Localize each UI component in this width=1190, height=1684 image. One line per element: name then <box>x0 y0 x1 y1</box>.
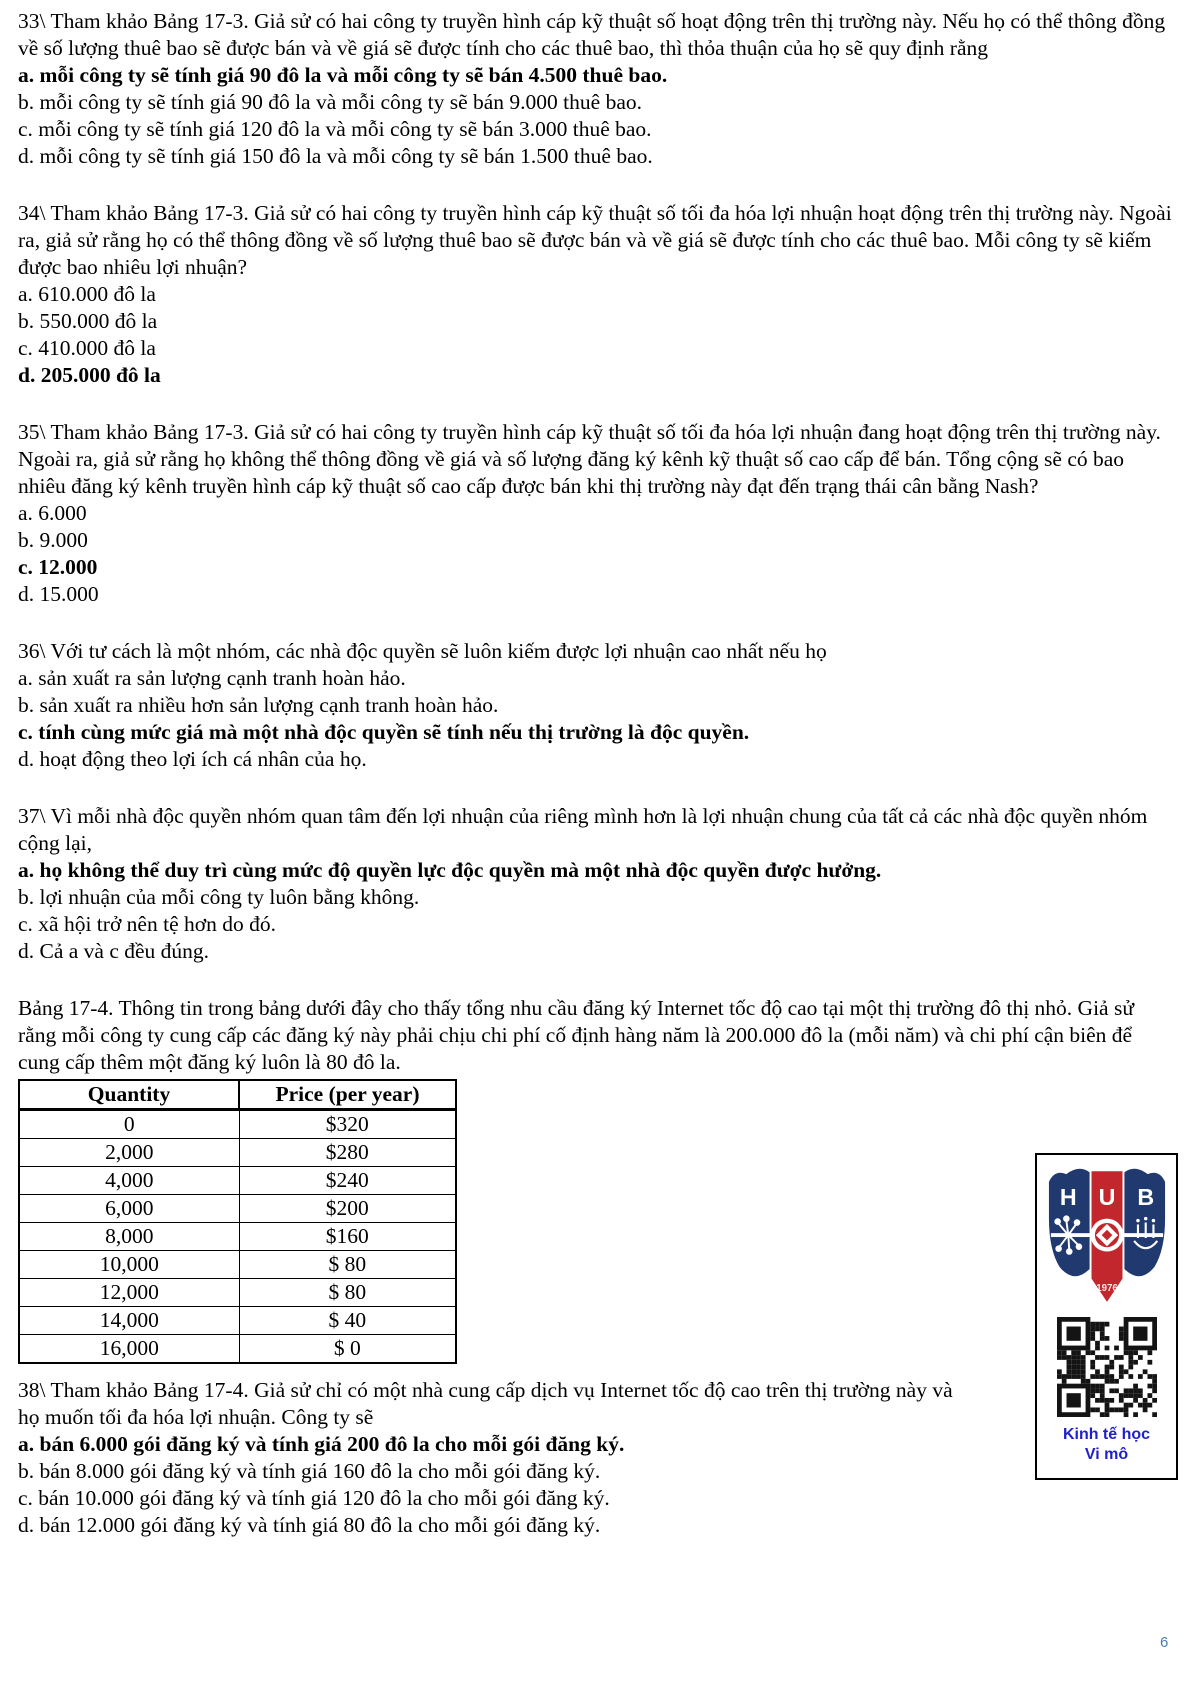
question-33-stem: 33\ Tham khảo Bảng 17-3. Giả sử có hai công ty truyền hình cáp kỹ thuật số hoạt động trên thị trường này. Nếu họ có thể thông đồng về số lượng thuê bao sẽ được bán và về giá sẽ được tính cho các thuê bao, thì thỏa thuận của họ sẽ quy định rằng <box>18 9 1166 60</box>
question-38-option-a: a. bán 6.000 gói đăng ký và tính giá 200 đô la cho mỗi gói đăng ký. <box>18 1432 625 1456</box>
table-17-4-section <box>18 995 1175 1364</box>
col-header-price: Price (per year) <box>239 1080 456 1110</box>
quantity-cell: 2,000 <box>19 1139 239 1167</box>
quantity-cell: 8,000 <box>19 1223 239 1251</box>
question-35-option-a: a. 6.000 <box>18 501 87 525</box>
course-caption-line1: Kinh tế học <box>1062 1426 1151 1443</box>
question-36-stem: 36\ Với tư cách là một nhóm, các nhà độc quyền sẽ luôn kiếm được lợi nhuận cao nhất nếu họ <box>18 639 827 663</box>
question-36-option-b: b. sản xuất ra nhiều hơn sản lượng cạnh tranh hoàn hảo. <box>18 693 499 717</box>
qr-code <box>1057 1317 1157 1417</box>
question-34-stem: 34\ Tham khảo Bảng 17-3. Giả sử có hai công ty truyền hình cáp kỹ thuật số tối đa hóa lợi nhuận hoạt động trên thị trường này. Ngoài ra, giả sử rằng họ có thể thông đồng về số lượng thuê bao sẽ được bán và về giá sẽ được tính cho các thuê bao. Mỗi công ty sẽ kiếm được bao nhiêu lợi nhuận? <box>18 201 1172 279</box>
question-37-option-b: b. lợi nhuận của mỗi công ty luôn bằng không. <box>18 885 420 909</box>
quantity-cell: 12,000 <box>19 1279 239 1307</box>
price-cell: $200 <box>239 1195 456 1223</box>
logo-letter-u: U <box>1098 1184 1115 1211</box>
table-row <box>19 1110 456 1139</box>
question-36-option-c: c. tính cùng mức giá mà một nhà độc quyền sẽ tính nếu thị trường là độc quyền. <box>18 720 750 744</box>
table-17-4-intro: Bảng 17-4. Thông tin trong bảng dưới đây cho thấy tổng nhu cầu đăng ký Internet tốc độ cao tại một thị trường đô thị nhỏ. Giả sử rằng mỗi công ty cung cấp các đăng ký này phải chịu chi phí cố định hàng năm là 200.000 đô la (mỗi năm) và chi phí cận biên để cung cấp thêm một đăng ký luôn là 80 đô la. <box>18 996 1134 1074</box>
price-cell: $ 0 <box>239 1335 456 1364</box>
question-35 <box>18 419 1175 608</box>
price-cell: $ 80 <box>239 1279 456 1307</box>
question-33-option-d: d. mỗi công ty sẽ tính giá 150 đô la và mỗi công ty sẽ bán 1.500 thuê bao. <box>18 144 653 168</box>
question-34-option-a: a. 610.000 đô la <box>18 282 156 306</box>
hub-shield-logo-icon <box>1047 1163 1167 1313</box>
question-38-option-d: d. bán 12.000 gói đăng ký và tính giá 80 đô la cho mỗi gói đăng ký. <box>18 1513 601 1537</box>
course-caption-line2: Vi mô <box>1084 1446 1129 1463</box>
question-33-option-a: a. mỗi công ty sẽ tính giá 90 đô la và mỗi công ty sẽ bán 4.500 thuê bao. <box>18 63 668 87</box>
price-cell: $240 <box>239 1167 456 1195</box>
question-37 <box>18 803 1175 965</box>
demand-table <box>18 1079 457 1364</box>
page-number: 6 <box>1160 1634 1169 1651</box>
question-36 <box>18 638 1175 773</box>
table-row <box>19 1335 456 1364</box>
question-35-option-b: b. 9.000 <box>18 528 88 552</box>
table-row <box>19 1223 456 1251</box>
table-row <box>19 1251 456 1279</box>
question-33-option-c: c. mỗi công ty sẽ tính giá 120 đô la và mỗi công ty sẽ bán 3.000 thuê bao. <box>18 117 652 141</box>
question-34-option-d: d. 205.000 đô la <box>18 363 161 387</box>
question-37-option-c: c. xã hội trở nên tệ hơn do đó. <box>18 912 276 936</box>
question-35-stem: 35\ Tham khảo Bảng 17-3. Giả sử có hai công ty truyền hình cáp kỹ thuật số tối đa hóa lợi nhuận đang hoạt động trên thị trường này. Ngoài ra, giả sử rằng họ không thể thông đồng về giá và số lượng đăng ký kênh kỹ thuật số cao cấp để bán. Tổng cộng sẽ có bao nhiêu đăng ký kênh truyền hình cáp kỹ thuật số cao cấp được bán khi thị trường này đạt đến trạng thái cân bằng Nash? <box>18 420 1161 498</box>
page-content <box>18 8 1175 1539</box>
table-row <box>19 1279 456 1307</box>
logo-letter-h: H <box>1059 1184 1077 1211</box>
question-38-option-b: b. bán 8.000 gói đăng ký và tính giá 160 đô la cho mỗi gói đăng ký. <box>18 1459 601 1483</box>
course-caption <box>1063 1425 1150 1465</box>
university-logo-box <box>1035 1153 1178 1480</box>
question-37-option-d: d. Cả a và c đều đúng. <box>18 939 210 963</box>
question-36-option-a: a. sản xuất ra sản lượng cạnh tranh hoàn hảo. <box>18 666 406 690</box>
table-row <box>19 1167 456 1195</box>
question-35-option-d: d. 15.000 <box>18 582 99 606</box>
question-38 <box>18 1377 958 1539</box>
table-header-row <box>19 1080 456 1110</box>
table-row <box>19 1307 456 1335</box>
quantity-cell: 0 <box>19 1110 239 1139</box>
question-34-option-b: b. 550.000 đô la <box>18 309 158 333</box>
question-34-option-c: c. 410.000 đô la <box>18 336 156 360</box>
quantity-cell: 10,000 <box>19 1251 239 1279</box>
question-38-option-c: c. bán 10.000 gói đăng ký và tính giá 120 đô la cho mỗi gói đăng ký. <box>18 1486 610 1510</box>
question-35-option-c: c. 12.000 <box>18 555 98 579</box>
quantity-cell: 6,000 <box>19 1195 239 1223</box>
table-row <box>19 1139 456 1167</box>
question-36-option-d: d. hoạt động theo lợi ích cá nhân của họ. <box>18 747 367 771</box>
quantity-cell: 16,000 <box>19 1335 239 1364</box>
logo-year: 1976 <box>1095 1283 1118 1295</box>
table-row <box>19 1195 456 1223</box>
price-cell: $320 <box>239 1110 456 1139</box>
price-cell: $280 <box>239 1139 456 1167</box>
question-37-stem: 37\ Vì mỗi nhà độc quyền nhóm quan tâm đến lợi nhuận của riêng mình hơn là lợi nhuận chung của tất cả các nhà độc quyền nhóm cộng lại, <box>18 804 1148 855</box>
question-38-stem: 38\ Tham khảo Bảng 17-4. Giả sử chỉ có một nhà cung cấp dịch vụ Internet tốc độ cao trên thị trường này và họ muốn tối đa hóa lợi nhuận. Công ty sẽ <box>18 1378 953 1429</box>
price-cell: $160 <box>239 1223 456 1251</box>
quantity-cell: 14,000 <box>19 1307 239 1335</box>
question-37-option-a: a. họ không thể duy trì cùng mức độ quyền lực độc quyền mà một nhà độc quyền được hưởng. <box>18 858 882 882</box>
price-cell: $ 40 <box>239 1307 456 1335</box>
question-33 <box>18 8 1175 170</box>
quantity-cell: 4,000 <box>19 1167 239 1195</box>
col-header-quantity: Quantity <box>19 1080 239 1110</box>
question-34 <box>18 200 1175 389</box>
logo-letter-b: B <box>1136 1184 1154 1211</box>
price-cell: $ 80 <box>239 1251 456 1279</box>
question-33-option-b: b. mỗi công ty sẽ tính giá 90 đô la và mỗi công ty sẽ bán 9.000 thuê bao. <box>18 90 642 114</box>
